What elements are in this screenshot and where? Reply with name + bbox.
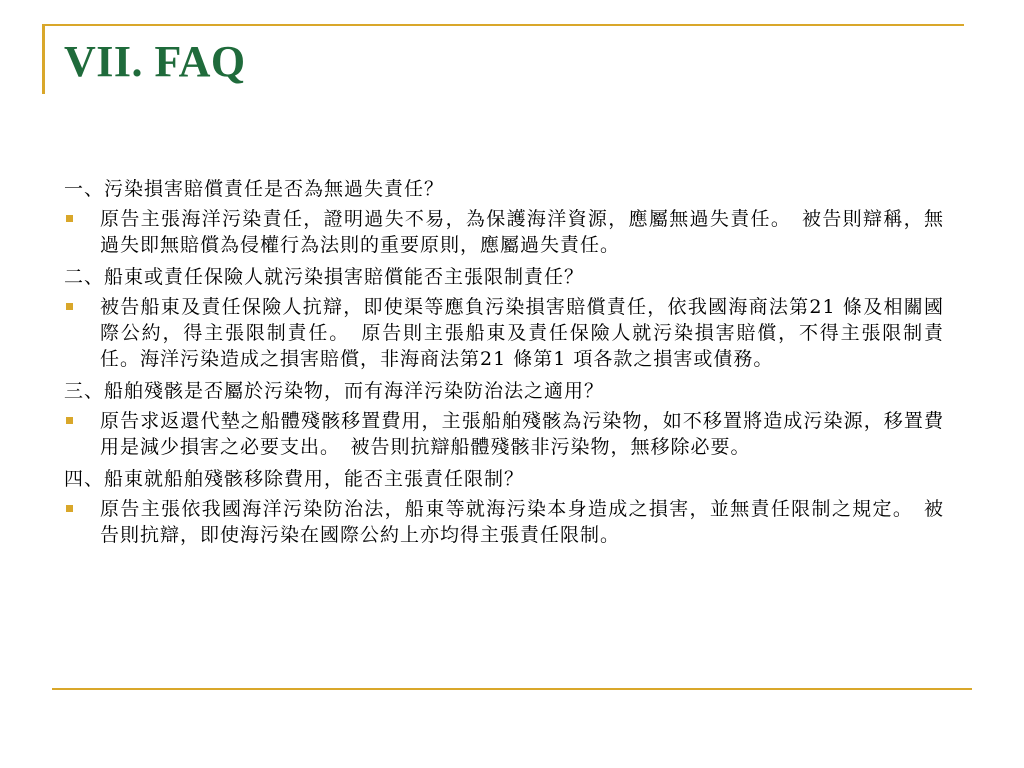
faq-answer-4-text: 原告主張依我國海洋污染防治法，船東等就海污染本身造成之損害，並無責任限制之規定。 被告則抗辯，即使海污染在國際公約上亦均得主張責任限制。 xyxy=(100,498,944,546)
faq-question-3: 三、船舶殘骸是否屬於污染物，而有海洋污染防治法之適用？ xyxy=(64,380,605,402)
slide-title: VII. FAQ xyxy=(64,37,246,86)
faq-list xyxy=(64,176,944,554)
bottom-divider xyxy=(52,688,972,690)
bullet-square-icon xyxy=(66,505,73,512)
faq-answer-1-text: 原告主張海洋污染責任，證明過失不易，為保護海洋資源，應屬無過失責任。 被告則辯稱，無過失即無賠償為侵權行為法則的重要原則，應屬過失責任。 xyxy=(100,208,944,256)
faq-question-4: 四、船東就船舶殘骸移除費用，能否主張責任限制？ xyxy=(64,468,525,490)
title-accent-bar xyxy=(42,24,45,94)
top-divider xyxy=(42,24,964,26)
bullet-square-icon xyxy=(66,215,73,222)
bullet-square-icon xyxy=(66,417,73,424)
faq-answer-2-text: 被告船東及責任保險人抗辯，即使渠等應負污染損害賠償責任，依我國海商法第21 條及相關國際公約，得主張限制責任。 原告則主張船東及責任保險人就污染損害賠償，不得主張限制責任。海洋污染造成之損害賠償，非海商法第21 條第1 項各款之損害或債務。 xyxy=(100,296,944,370)
faq-answer-3 xyxy=(64,408,944,460)
faq-question-1: 一、污染損害賠償責任是否為無過失責任？ xyxy=(64,178,445,200)
bullet-square-icon xyxy=(66,303,73,310)
faq-answer-2 xyxy=(64,294,944,372)
faq-answer-1 xyxy=(64,206,944,258)
faq-answer-4 xyxy=(64,496,944,548)
faq-answer-3-text: 原告求返還代墊之船體殘骸移置費用，主張船舶殘骸為污染物，如不移置將造成污染源，移置費用是減少損害之必要支出。 被告則抗辯船體殘骸非污染物，無移除必要。 xyxy=(100,410,944,458)
faq-question-2: 二、船東或責任保險人就污染損害賠償能否主張限制責任？ xyxy=(64,266,585,288)
